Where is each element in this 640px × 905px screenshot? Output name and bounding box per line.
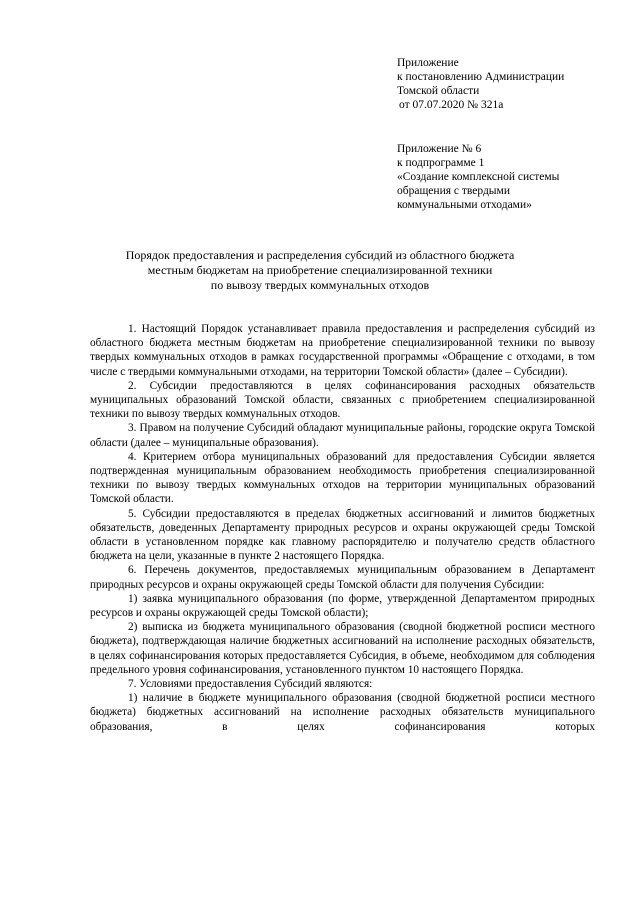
paragraph-7: 7. Условиями предоставления Субсидий являются:	[128, 678, 373, 691]
paragraph-6: 6. Перечень документов, предоставляемых муниципальным образованием в Департамент природных ресурсов и охраны окружающей среды Томской области для получения Субсидии:	[90, 564, 595, 591]
paragraph-6-item-2: 2) выписка из бюджета муниципального образования (сводной бюджетной росписи местного бюджета), подтверждающая наличие бюджетных ассигнований на исполнение расходных обязательств, в целях софинансирования которых предоставляется Субсидия, в объеме, необходимом для соблюдения предельного уровня софинансирования, установленного пунктом 10 настоящего Порядка.	[90, 621, 595, 676]
document-title	[60, 248, 580, 293]
paragraph-5: 5. Субсидии предоставляются в пределах бюджетных ассигнований и лимитов бюджетных обязательств, доведенных Департаменту природных ресурсов и охраны окружающей среды Томской области в установленном порядке как главному распорядителю и получателю средств областного бюджета на цели, указанные в пункте 2 настоящего Порядка.	[90, 507, 595, 563]
document-body	[90, 322, 595, 734]
appendix6-line: обращения с твердыми	[397, 185, 510, 197]
paragraph-1: 1. Настоящий Порядок устанавливает правила предоставления и распределения субсидий из областного бюджета местным бюджетам на приобретение специализированной техники по вывозу твердых коммунальных отходов в рамках государственной программы «Обращение с отходами, в том числе с твердыми коммунальными отходами, на территории Томской области» (далее – Субсидии).	[90, 323, 595, 378]
appendix-line: Приложение	[397, 57, 459, 69]
paragraph-6-item-1: 1) заявка муниципального образования (по форме, утвержденной Департаментом природных ресурсов и охраны окружающей среды Томской области);	[90, 592, 595, 620]
title-line: Порядок предоставления и распределения субсидий из областного бюджета	[125, 248, 515, 262]
appendix6-line: «Создание комплексной системы	[397, 171, 560, 183]
paragraph-3: 3. Правом на получение Субсидий обладают муниципальные районы, городские округа Томской области (далее – муниципальные образования).	[90, 422, 595, 449]
appendix-line: Томской области	[397, 85, 480, 97]
paragraph-4: 4. Критерием отбора муниципальных образований для предоставления Субсидии является подтвержденная муниципальным образованием необходимость приобретения специализированной техники по вывозу твердых коммунальных отходов на территории муниципальных образований Томской области.	[90, 450, 595, 506]
paragraph-7-item-1: 1) наличие в бюджете муниципального образования (сводной бюджетной росписи местного бюджета) бюджетных ассигнований на исполнение расходных обязательств муниципального образования, в целях софинансирования которых	[90, 692, 595, 733]
appendix6-line: к подпрограмме 1	[397, 157, 485, 169]
appendix6-line: коммунальными отходами»	[397, 199, 532, 211]
paragraph-2: 2. Субсидии предоставляются в целях софинансирования расходных обязательств муниципальных образований Томской области, связанных с приобретением специализированной техники по вывозу твердых коммунальных отходов.	[90, 379, 595, 421]
title-line: местным бюджетам на приобретение специализированной техники	[147, 263, 493, 277]
appendix6-header	[397, 142, 617, 212]
appendix6-line: Приложение № 6	[397, 143, 482, 155]
title-line: по вывозу твердых коммунальных отходов	[210, 278, 430, 292]
appendix-line: от 07.07.2020 № 321а	[399, 99, 504, 111]
appendix-header	[397, 56, 617, 112]
appendix-line: к постановлению Администрации	[397, 71, 565, 83]
